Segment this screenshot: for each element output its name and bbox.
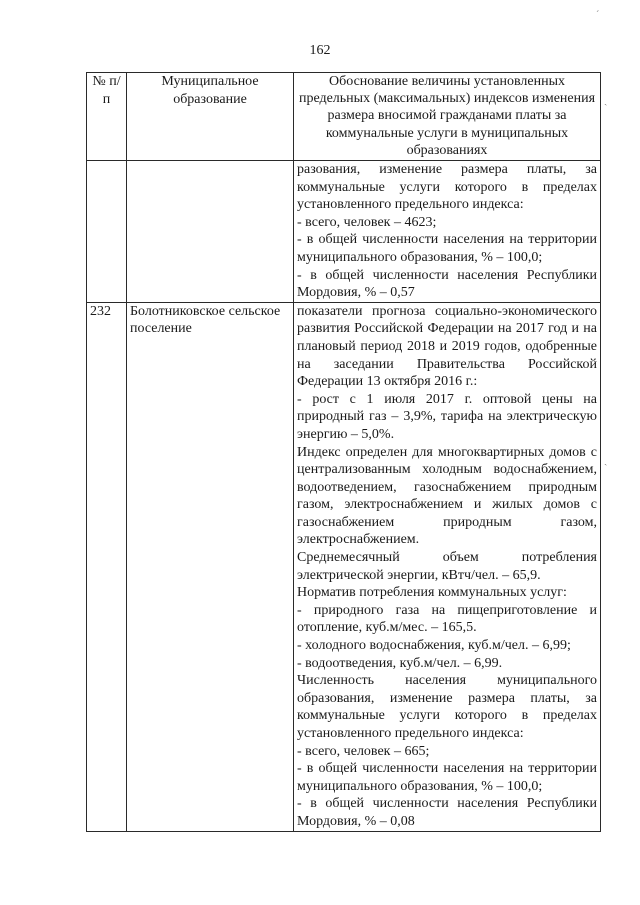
justification-line: - в общей численности населения на территории муниципального образования, % – 100,0; (297, 232, 597, 265)
scan-speck: ˎ (604, 95, 608, 106)
justification-paragraph: Норматив потребления коммунальных услуг: (297, 585, 567, 601)
justification-cell (294, 161, 601, 303)
header-justification: Обоснование величины установленных предельных (максимальных) индексов изменения размера вносимой гражданами платы за коммунальные услуги в муниципальных образованиях (294, 73, 601, 161)
justification-line: разования, изменение размера платы, за коммунальные услуги которого в пределах установленного предельного индекса: (297, 162, 597, 213)
justification-cell (294, 302, 601, 831)
justification-paragraph: Среднемесячный объем потребления электрической энергии, кВтч/чел. – 65,9. (297, 550, 597, 583)
municipality-name: Болотниковское сельское поселение (127, 302, 294, 831)
page-number: 162 (309, 43, 331, 58)
table-row (87, 161, 601, 303)
justification-paragraph: Численность населения муниципального образования, изменение размера платы, за коммунальные услуги которого в пределах установленного предельного индекса: (297, 673, 597, 741)
justification-paragraph: - всего, человек – 665; (297, 743, 430, 759)
header-number: № п/п (87, 73, 127, 161)
justification-line: - всего, человек – 4623; (297, 214, 437, 230)
justification-paragraph: - водоотведения, куб.м/чел. – 6,99. (297, 655, 503, 671)
scan-speck: ˊ (596, 10, 600, 21)
justification-paragraph: Индекс определен для многоквартирных домов с централизованным холодным водоснабжением, водоотведением, газоснабжением природным газом, электроснабжением и жилых домов с газоснабжением природным газом, электроснабжением. (297, 444, 597, 548)
header-municipality: Муниципальное образование (127, 73, 294, 161)
justification-table (86, 72, 601, 832)
justification-paragraph: показатели прогноза социально-экономического развития Российской Федерации на 2017 год и на плановый период 2018 и 2019 годов, одобренные на заседании Правительства Российской Федерации 13 октября 2016 г.: (297, 303, 597, 390)
justification-paragraph: - природного газа на пищеприготовление и отопление, куб.м/мес. – 165,5. (297, 602, 597, 636)
justification-paragraph: - в общей численности населения Республики Мордовия, % – 0,08 (297, 796, 597, 829)
justification-paragraph: - холодного водоснабжения, куб.м/чел. – 6,99; (297, 638, 571, 654)
row-number: 232 (87, 302, 127, 831)
scan-speck: ˎ (604, 455, 608, 466)
table-row (87, 302, 601, 831)
row-municipality-empty (127, 161, 294, 303)
row-number-empty (87, 161, 127, 303)
justification-paragraph: - в общей численности населения на территории муниципального образования, % – 100,0; (297, 761, 597, 794)
justification-line: - в общей численности населения Республики Мордовия, % – 0,57 (297, 267, 597, 301)
table-header-row (87, 73, 601, 161)
justification-paragraph: - рост с 1 июля 2017 г. оптовой цены на природный газ – 3,9%, тарифа на электрическую энергию – 5,0%. (297, 391, 597, 442)
